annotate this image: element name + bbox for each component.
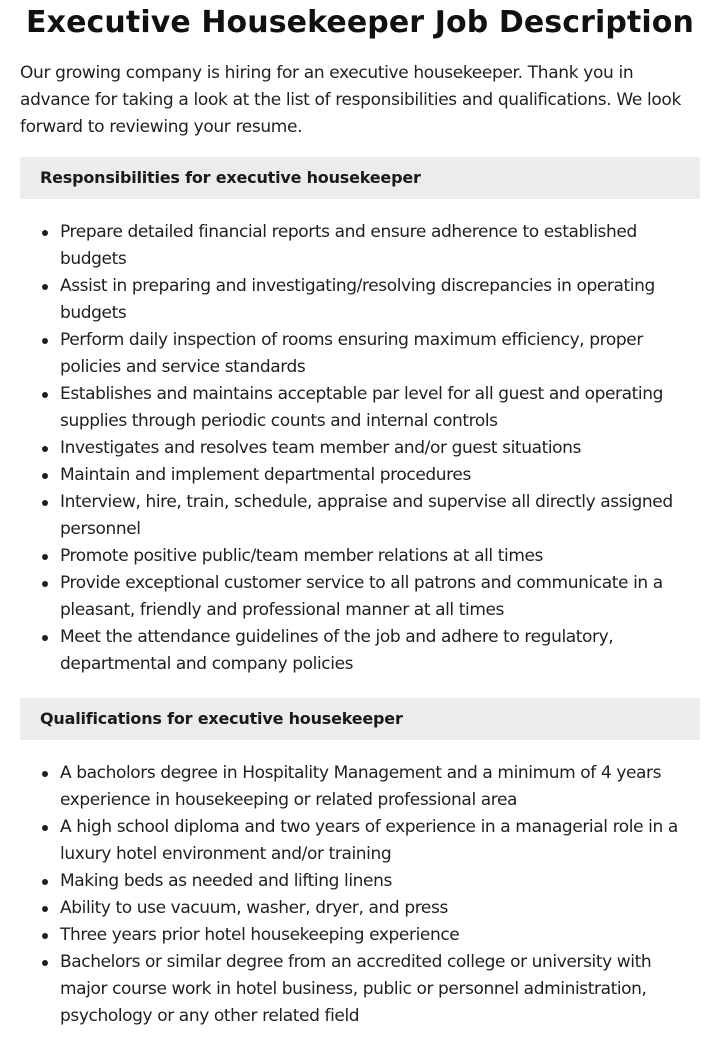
qualification-item: A bacholors degree in Hospitality Management and a minimum of 4 years experience in housekeeping or related professional area: [60, 760, 700, 814]
qualification-item: Three years prior hotel housekeeping experience: [60, 922, 700, 949]
qualification-item: A high school diploma and two years of experience in a managerial role in a luxury hotel environment and/or training: [60, 814, 700, 868]
responsibility-item: Maintain and implement departmental procedures: [60, 462, 700, 489]
responsibility-item: Perform daily inspection of rooms ensuring maximum efficiency, proper policies and service standards: [60, 327, 700, 381]
responsibility-item: Establishes and maintains acceptable par level for all guest and operating supplies through periodic counts and internal controls: [60, 381, 700, 435]
responsibility-item: Investigates and resolves team member and/or guest situations: [60, 435, 700, 462]
qualifications-heading: Qualifications for executive housekeeper: [20, 698, 700, 740]
responsibility-item: Interview, hire, train, schedule, appraise and supervise all directly assigned personnel: [60, 489, 700, 543]
responsibility-item: Promote positive public/team member relations at all times: [60, 543, 700, 570]
responsibility-item: Provide exceptional customer service to all patrons and communicate in a pleasant, friendly and professional manner at all times: [60, 570, 700, 624]
responsibility-item: Meet the attendance guidelines of the job and adhere to regulatory, departmental and company policies: [60, 624, 700, 678]
responsibilities-heading: Responsibilities for executive housekeeper: [20, 157, 700, 199]
qualifications-list: [20, 760, 700, 1030]
intro-paragraph: Our growing company is hiring for an executive housekeeper. Thank you in advance for taking a look at the list of responsibilities and qualifications. We look forward to reviewing your resume.: [20, 63, 681, 137]
page-title: Executive Housekeeper Job Description: [26, 5, 694, 40]
responsibility-item: Assist in preparing and investigating/resolving discrepancies in operating budgets: [60, 273, 700, 327]
qualification-item: Ability to use vacuum, washer, dryer, and press: [60, 895, 700, 922]
qualification-item: Making beds as needed and lifting linens: [60, 868, 700, 895]
responsibility-item: Prepare detailed financial reports and ensure adherence to established budgets: [60, 219, 700, 273]
responsibilities-list: [20, 219, 700, 678]
qualification-item: Bachelors or similar degree from an accredited college or university with major course work in hotel business, public or personnel administration, psychology or any other related field: [60, 949, 700, 1030]
